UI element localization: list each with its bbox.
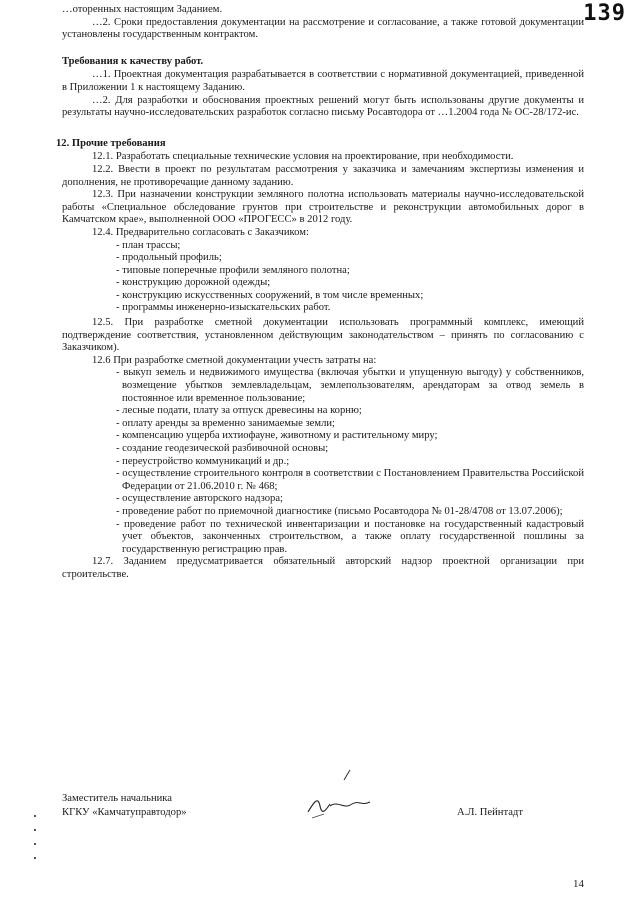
page-stamp-number: 139 [583,1,626,26]
signature-block [62,792,582,820]
list-item: - план трассы; [116,239,181,251]
scan-margin-marks [34,815,38,875]
clause-12-4: 12.4. Предварительно согласовать с Заказчиком: [92,226,309,238]
list-item: - осуществление строительного контроля в соответствии с Постановлением Правительства Российской Федерации от 21.06.2010 г. № 468; [116,468,584,492]
list-item: - компенсацию ущерба ихтиофауне, животному и растительному миру; [116,430,438,442]
list-item: - проведение работ по приемочной диагностике (письмо Росавтодора № 01-28/4708 от 13.07.2006); [116,505,563,517]
clause-12-3: 12.3. При назначении конструкции земляного полотна использовать материалы научно-исследовательской работы «Специальное обследование грунтов при строительстве и реконструкции автомобильных дорог в Камчатском крае», выполненной ООО «ПРОГЕСС» в 2012 году. [62,189,584,226]
clause-12-7: 12.7. Заданием предусматривается обязательный авторский надзор проектной организации при строительстве. [62,556,584,580]
signatory-name: А.Л. Пейнтадт [457,807,523,818]
list-item: - создание геодезической разбивочной основы; [116,443,329,454]
section-12-heading: 12. Прочие требования [56,137,166,149]
list-item: - типовые поперечные профили земляного полотна; [116,264,350,276]
list-item: - переустройство коммуникаций и др.; [116,455,290,467]
list-item: - осуществление авторского надзора; [116,493,284,505]
document-body [56,4,584,582]
list-item: - лесные подати, плату за отпуск древесины на корню; [116,405,362,417]
list-item: - конструкцию искусственных сооружений, в том числе временных; [116,289,424,301]
signatory-role-line-1: Заместитель начальника [62,793,172,804]
list-item: - продольный профиль; [116,252,222,264]
carryover-line: …оторенных настоящим Заданием. [62,4,223,15]
clause-12-6-list [62,367,584,556]
list-item: - проведение работ по технической инвентаризации и постановке на государственный кадастровый учет объектов, законченных строительством, а также оплату государственной пошлины за государственную регистрацию прав. [116,518,584,555]
carryover-paragraph: …2. Сроки предоставления документации на рассмотрение и согласование, а также готовой документации установлены государственным контрактом. [62,16,584,41]
clause-12-6: 12.6 При разработке сметной документации учесть затраты на: [92,354,377,366]
section-11-paragraph-1: …1. Проектная документация разрабатывается в соответствии с нормативной документацией, приведенной в Приложении 1 к настоящему Заданию. [62,69,584,93]
list-item: - выкуп земель и недвижимого имущества (включая убытки и упущенную выгоду) у собственников, возмещение убытков землевладельцам, землепользователям, арендаторам за отвод земель в постоянное или временное пользование; [116,367,584,404]
list-item: - оплату аренды за временно занимаемые земли; [116,417,335,429]
signatory-role-line-2: КГКУ «Камчатуправтодор» [62,807,187,818]
clause-12-1: 12.1. Разработать специальные технические условия на проектирование, при необходимости. [92,151,514,163]
section-11-paragraph-2: …2. Для разработки и обоснования проектных решений могут быть использованы другие документы и результаты научно-исследовательских разработок согласно письму Росавтодора от …1.2004 года № ОС-28/172-ис. [62,94,584,119]
list-item: - программы инженерно-изыскательских работ. [116,302,331,314]
section-11-heading: Требования к качеству работ. [62,55,204,67]
page-number: 14 [573,878,584,890]
clause-12-2: 12.2. Ввести в проект по результатам рассмотрения у заказчика и замечаниям экспертизы изменения и дополнения, не противоречащие данному заданию. [62,163,584,188]
list-item: - конструкцию дорожной одежды; [116,277,271,289]
clause-12-5: 12.5. При разработке сметной документации использовать программный комплекс, имеющий подтверждение соответствия, установленном действующим законодательством – принять по согласованию с Заказчиком). [62,317,584,354]
clause-12-4-list [62,240,584,316]
